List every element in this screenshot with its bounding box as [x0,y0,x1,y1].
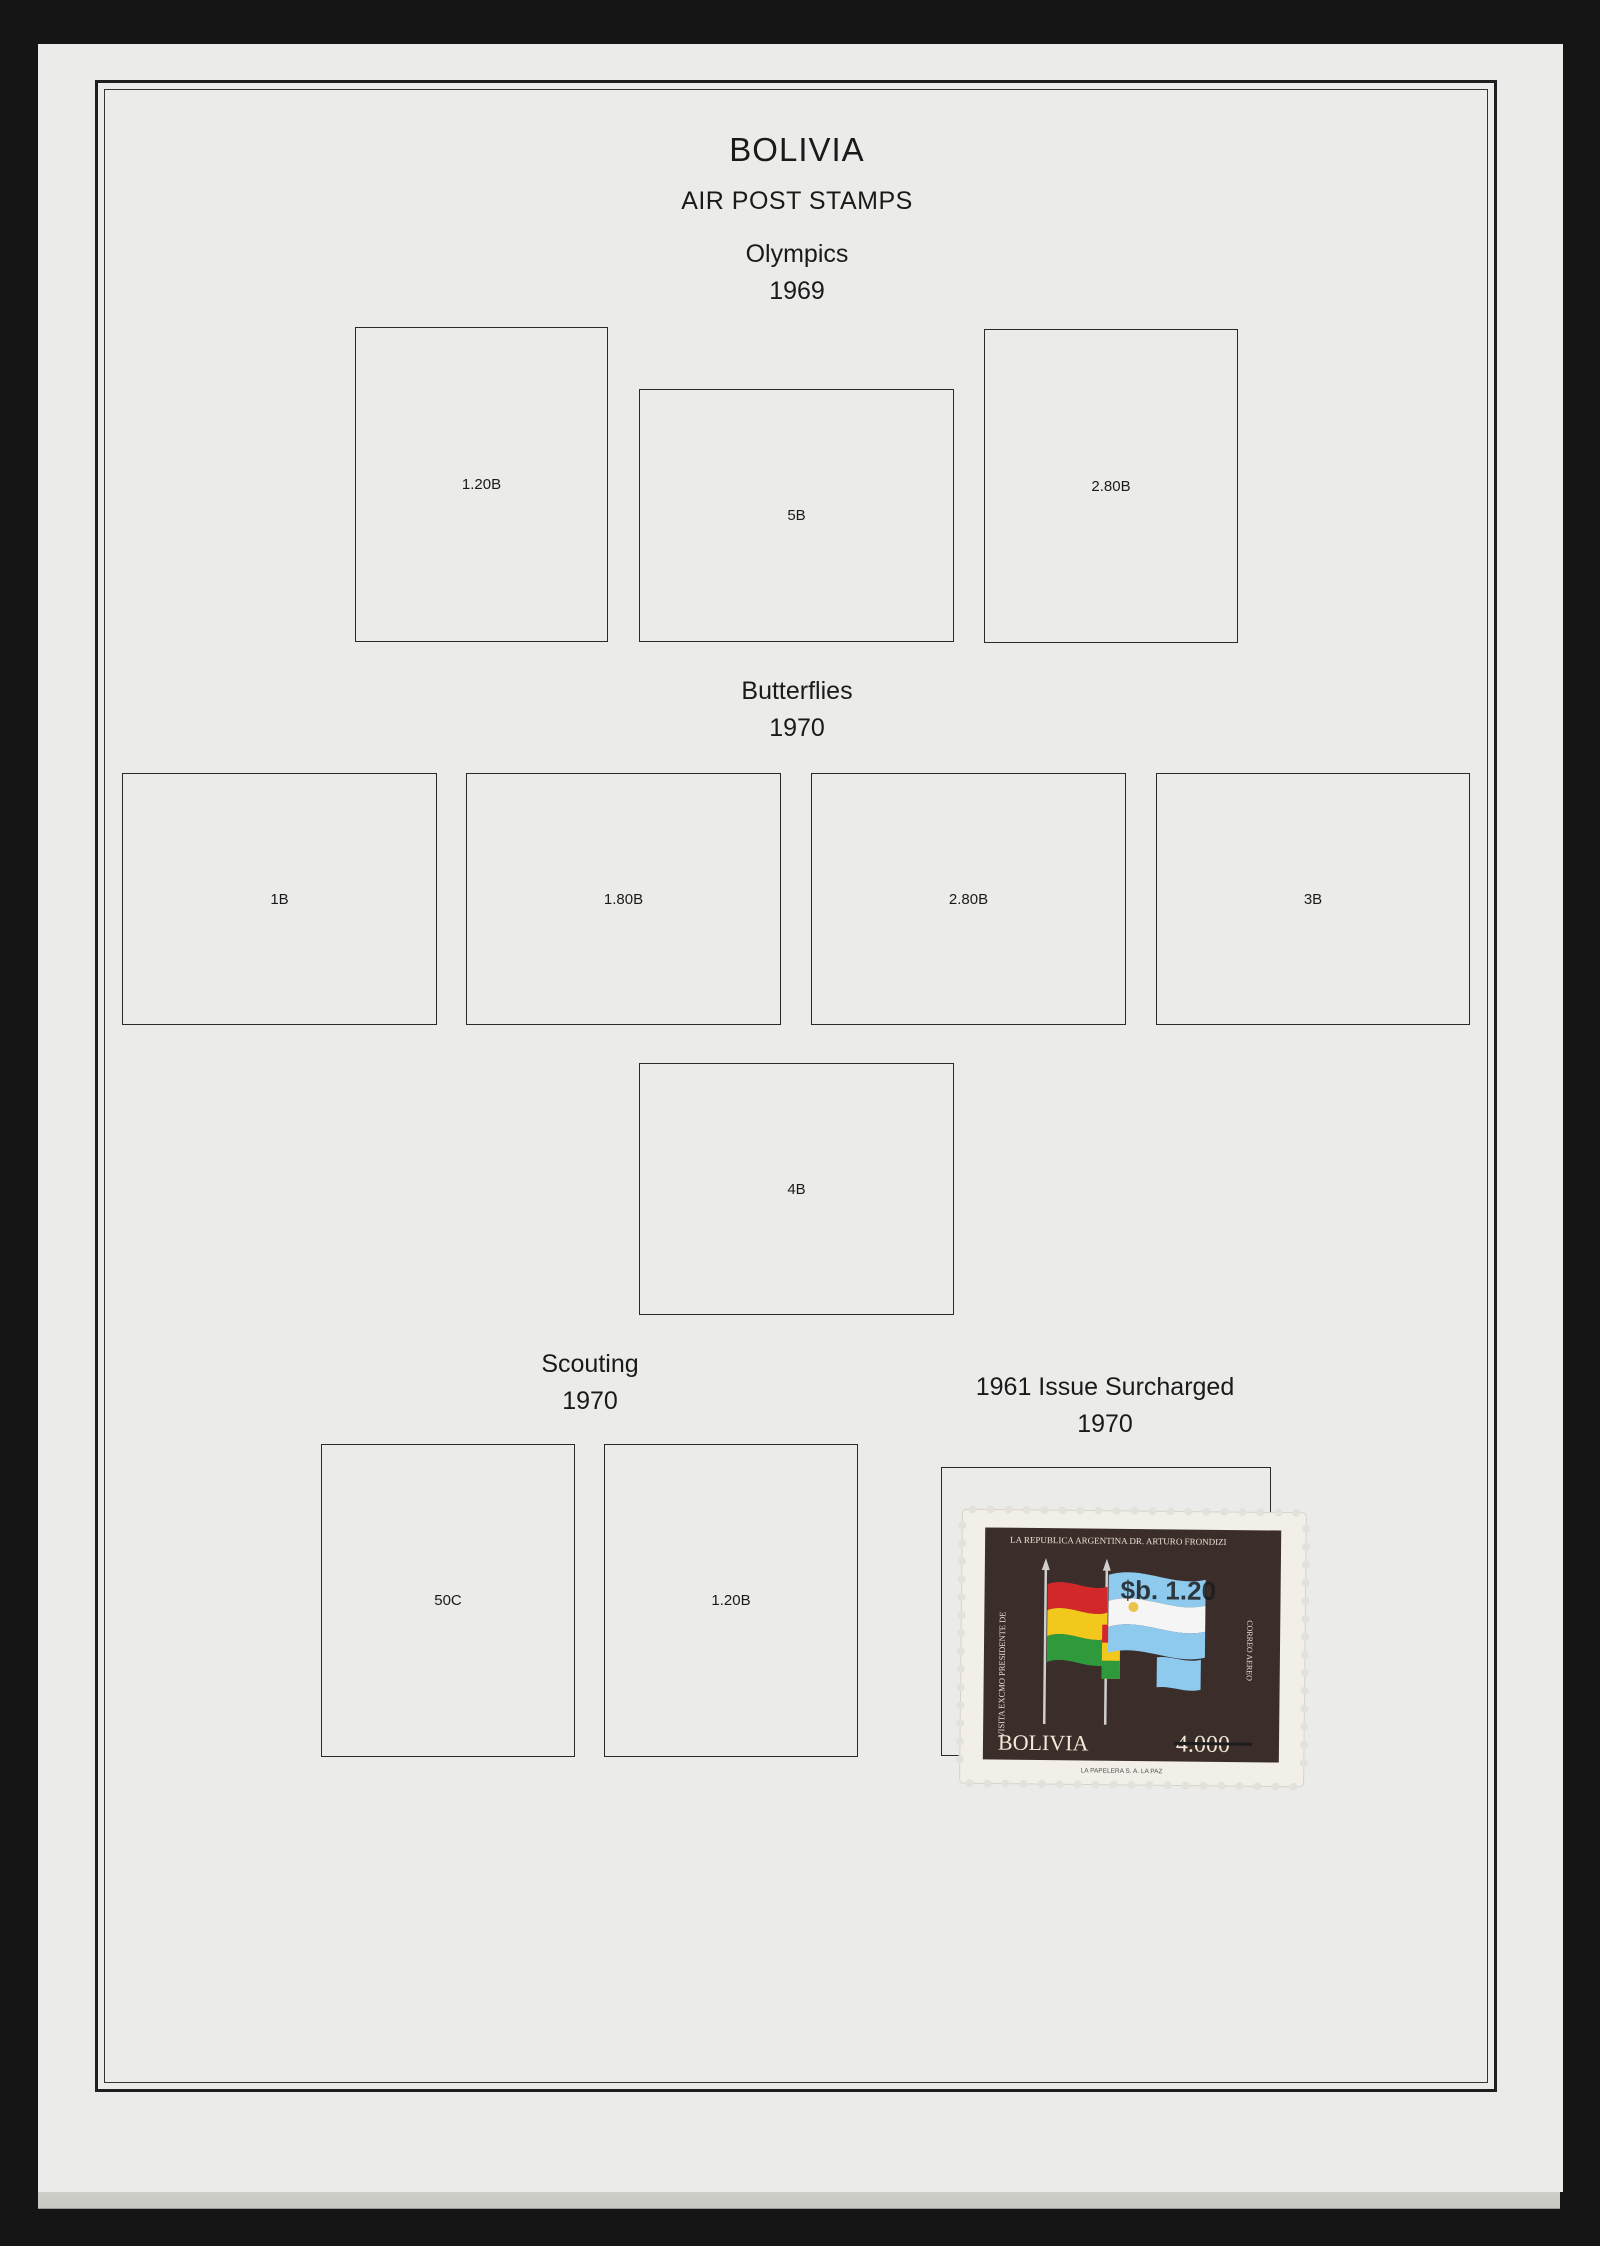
slot-value-label: 3B [1303,890,1323,908]
page-title: BOLIVIA [729,131,865,168]
slot-value-label: 1.20B [711,1592,751,1609]
slot-value-label: 2.80B [948,890,989,908]
stamp-value-text: 4.000 [1175,1731,1231,1759]
stamp-slot-olympics-1[interactable] [355,327,608,642]
section-year-scouting: 1970 [562,1387,618,1415]
slot-value-label: 50C [434,1592,462,1609]
bolivia-flagpole [1044,1568,1046,1724]
stamp-slot-butterflies-2[interactable] [466,773,781,1025]
stamp-slot-olympics-3[interactable] [984,329,1238,643]
slot-value-label: 2.80B [1091,477,1131,495]
stamp-slot-butterflies-5[interactable] [639,1063,954,1315]
stamp-top-text: LA REPUBLICA ARGENTINA DR. ARTURO FRONDIZI [1010,1534,1227,1547]
section-title-olympics: Olympics [745,240,849,268]
stamp-slot-butterflies-1[interactable] [122,773,437,1025]
slot-value-label: 4B [787,1180,806,1198]
stamp-right-text: CORREO AEREO [1244,1620,1255,1681]
stamp-slot-butterflies-3[interactable] [811,773,1126,1025]
section-title-scouting: Scouting [541,1350,639,1378]
section-year-butterflies: 1970 [769,714,825,742]
section-year-olympics: 1969 [769,277,825,305]
stamp-left-text: VISITA EXCMO PRESIDENTE DE [996,1611,1008,1738]
stamp-printer-text: LA PAPELERA S. A. LA PAZ [1080,1767,1163,1776]
stamp-surcharge-text: $b. 1.20 [1120,1574,1217,1606]
section-title-surcharged: 1961 Issue Surcharged [975,1373,1235,1401]
section-title-butterflies: Butterflies [741,677,853,705]
section-year-surcharged: 1970 [1077,1410,1133,1438]
slot-value-label: 1B [270,890,289,908]
slot-value-label: 1.80B [603,890,644,908]
page-subtitle: AIR POST STAMPS [681,187,913,215]
stamp-slot-scouting-2[interactable] [604,1444,858,1757]
surcharge-obliteration-bar [1174,1743,1252,1744]
stamp-slot-olympics-2[interactable] [639,389,954,642]
mounted-stamp[interactable] [956,1505,1311,1791]
slot-value-label: 1.20B [461,476,502,493]
slot-value-label: 5B [787,507,806,524]
stamp-country-text: BOLIVIA [997,1729,1089,1756]
stamp-slot-scouting-1[interactable] [321,1444,575,1757]
stamp-slot-butterflies-4[interactable] [1156,773,1470,1025]
